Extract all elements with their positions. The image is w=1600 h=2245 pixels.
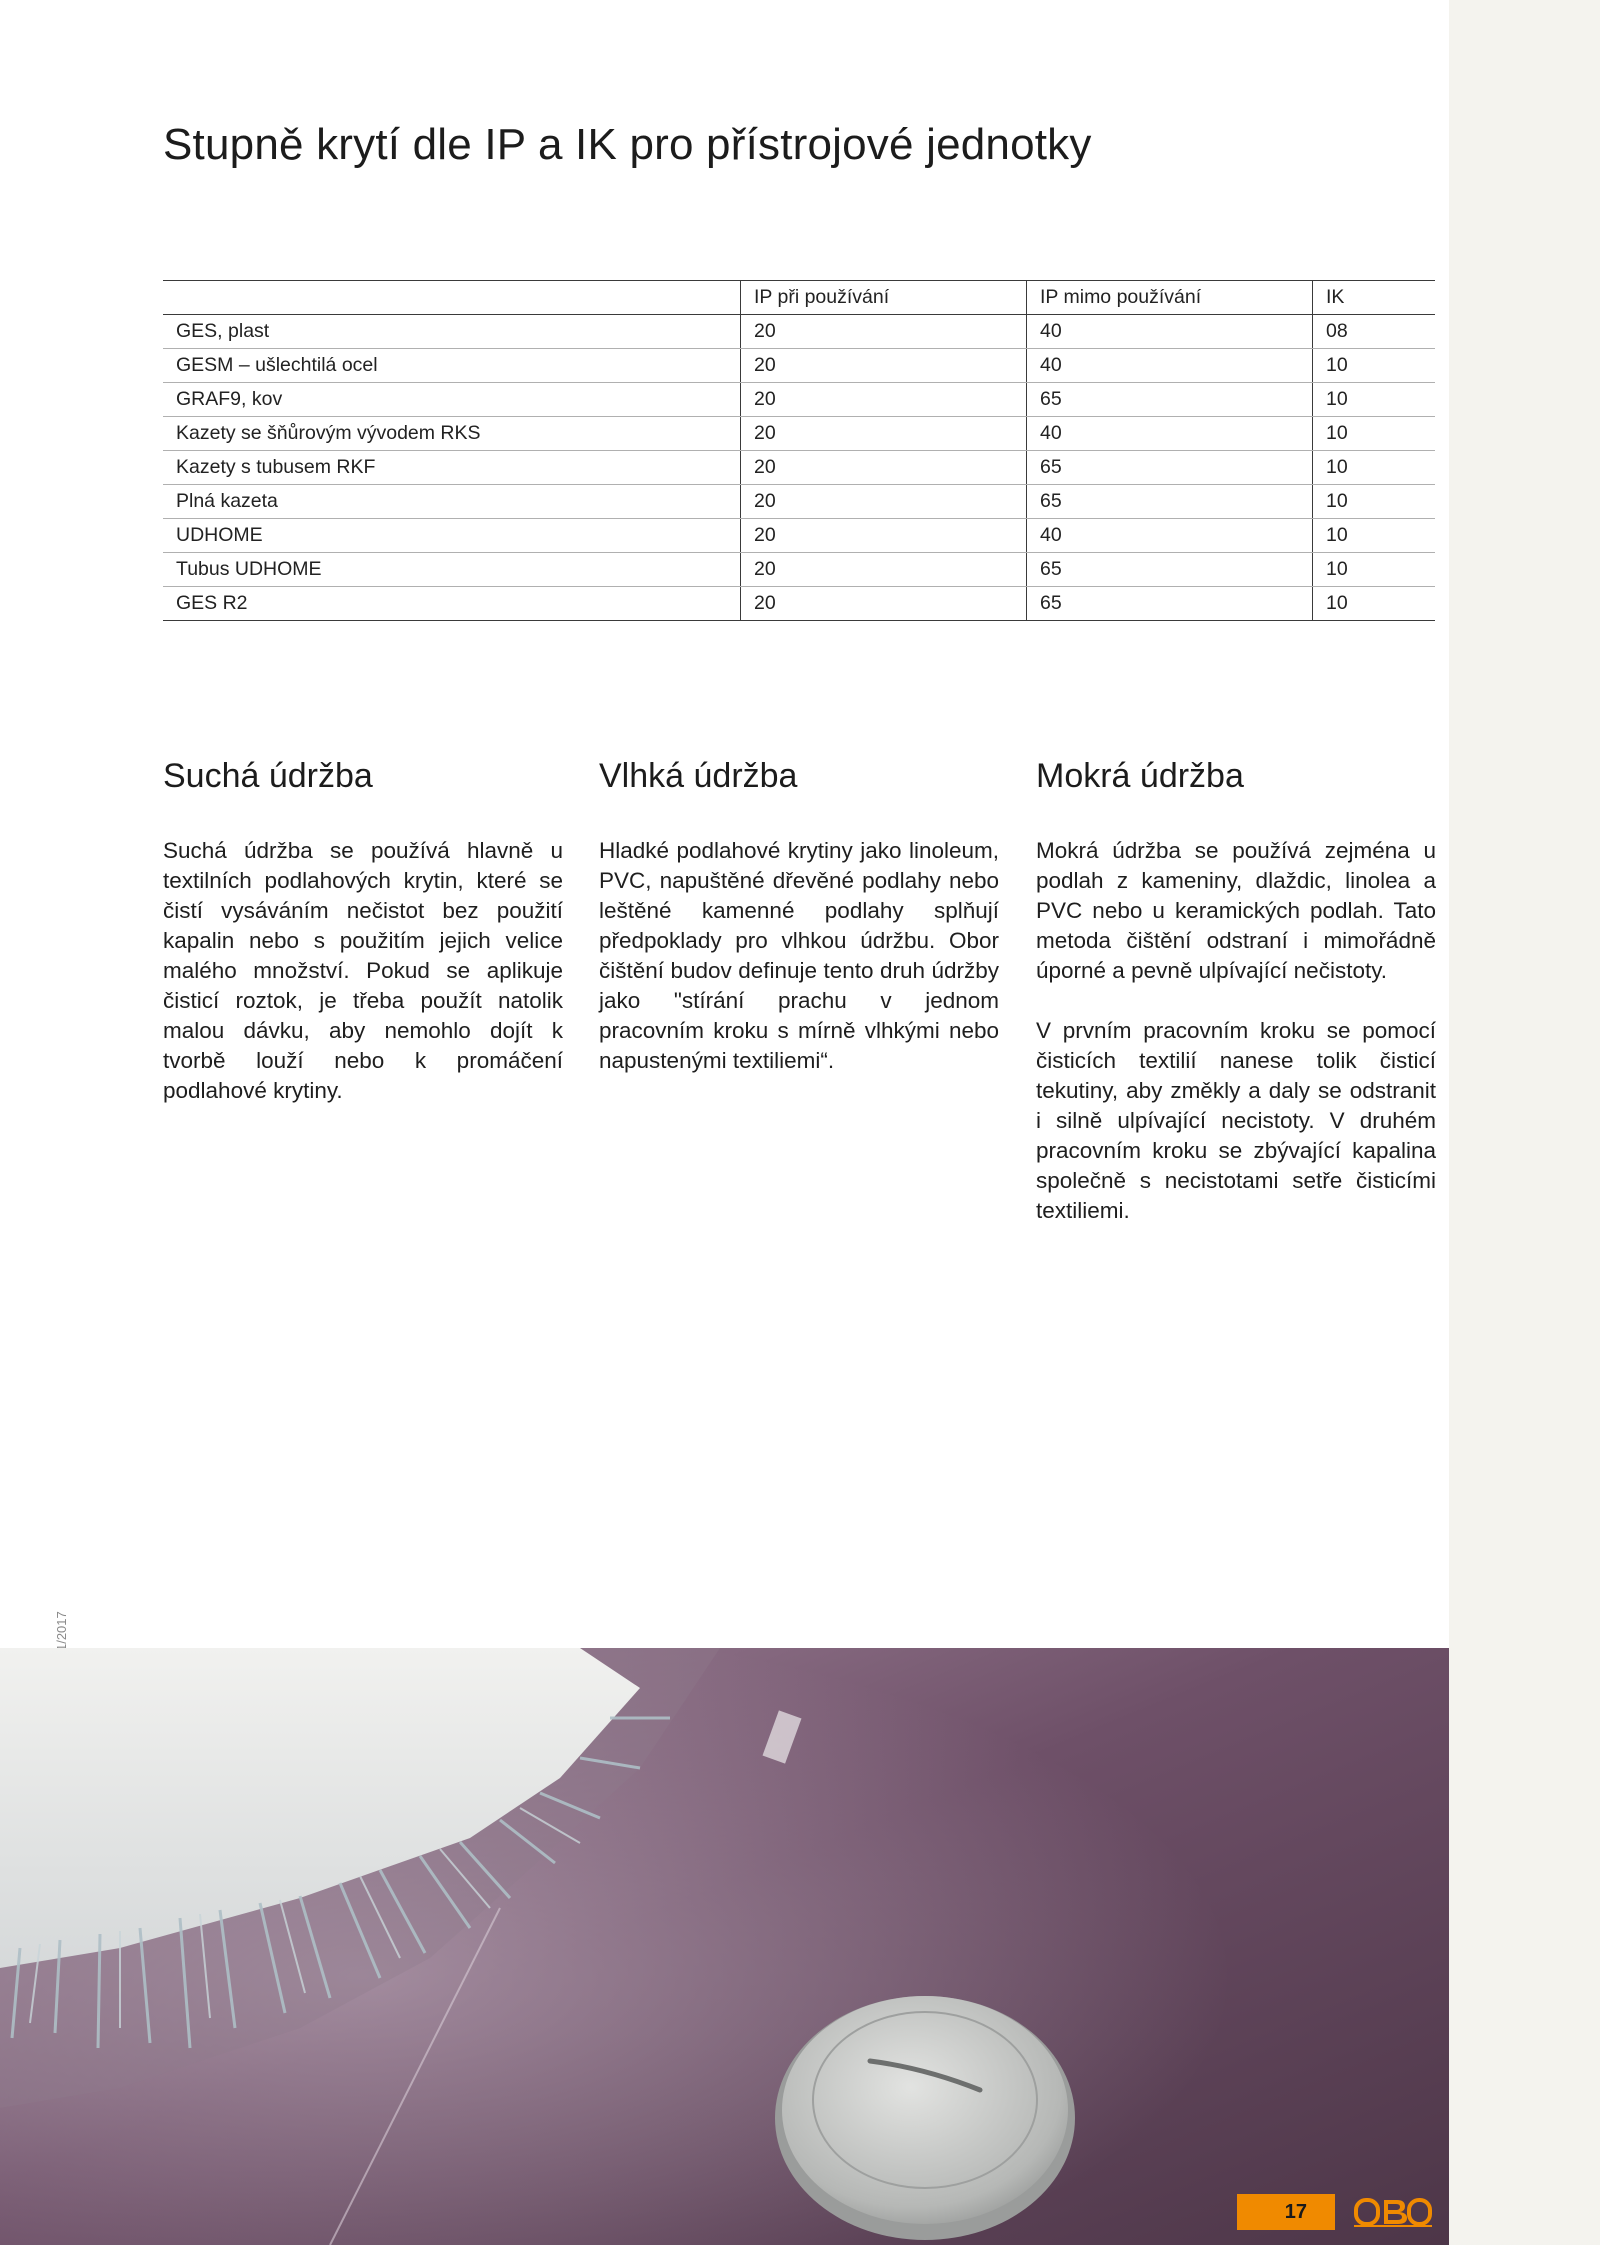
table-cell: Plná kazeta — [163, 485, 741, 519]
table-cell: 20 — [741, 315, 1027, 349]
table-row — [163, 315, 1435, 349]
section-paragraph: Hladké podlahové krytiny jako linoleum, PVC, napuštěné dřevěné podlahy nebo leštěné kamenné podlahy splňují předpoklady pro vlhkou údržbu. Obor čištění budov definuje tento druh údržby jako "stírání prachu v jednom pracovním kroku s mírně vlhkými nebo napustenými textiliemi“. — [599, 838, 999, 1073]
section-heading: Vlhká údržba — [599, 757, 798, 795]
table-cell: 08 — [1313, 315, 1436, 349]
table-row — [163, 485, 1435, 519]
table-header-cell — [163, 281, 741, 315]
dry-maintenance-section — [163, 756, 563, 1136]
table-row — [163, 349, 1435, 383]
table-cell: 65 — [1027, 383, 1313, 417]
table-header-cell: IP při používání — [741, 281, 1027, 315]
table-cell: UDHOME — [163, 519, 741, 553]
damp-maintenance-section — [599, 756, 999, 1106]
table-cell: 10 — [1313, 519, 1436, 553]
table-cell: GRAF9, kov — [163, 383, 741, 417]
ip-rating-table — [163, 280, 1435, 621]
page-title: Stupně krytí dle IP a IK pro přístrojové jednotky — [163, 120, 1092, 169]
section-heading: Mokrá údržba — [1036, 757, 1244, 795]
table-cell: Kazety s tubusem RKF — [163, 451, 741, 485]
table-cell: Kazety se šňůrovým vývodem RKS — [163, 417, 741, 451]
table-cell: 65 — [1027, 485, 1313, 519]
table-cell: 20 — [741, 451, 1027, 485]
table-cell: 20 — [741, 553, 1027, 587]
table-cell: 40 — [1027, 315, 1313, 349]
table-cell: 10 — [1313, 553, 1436, 587]
table-row — [163, 451, 1435, 485]
table-cell: 10 — [1313, 417, 1436, 451]
table-cell: 10 — [1313, 383, 1436, 417]
table-cell: 10 — [1313, 587, 1436, 621]
table-row — [163, 587, 1435, 621]
floor-mop-photo — [0, 1648, 1449, 2245]
side-strip — [1449, 0, 1600, 2245]
obo-logo — [1354, 2195, 1432, 2229]
table-row — [163, 553, 1435, 587]
table-cell: 10 — [1313, 485, 1436, 519]
table-cell: GES, plast — [163, 315, 741, 349]
section-paragraph: Mokrá údržba se používá zejména u podlah z kameniny, dlaždic, linolea a PVC nebo u keramických podlah. Tato metoda čištění odstraní i mimořádně úporné a pevně ulpívající nečistoty. — [1036, 838, 1436, 983]
table-cell: 65 — [1027, 587, 1313, 621]
table-header-cell: IP mimo používání — [1027, 281, 1313, 315]
table-cell: 20 — [741, 485, 1027, 519]
section-heading: Suchá údržba — [163, 757, 373, 795]
table-row — [163, 383, 1435, 417]
section-paragraph: Suchá údržba se používá hlavně u textilních podlahových krytin, které se čistí vysáváním nečistot bez použití kapalin nebo s použitím jejich velice malého množství. Pokud se aplikuje čisticí roztok, je třeba použít natolik malou dávku, aby nemohlo dojít k tvorbě louží nebo k promáčení podlahové krytiny. — [163, 838, 563, 1103]
table-cell: 10 — [1313, 451, 1436, 485]
table-cell: 65 — [1027, 553, 1313, 587]
table-cell: 40 — [1027, 519, 1313, 553]
table-cell: 65 — [1027, 451, 1313, 485]
floor-outlet-lid — [782, 1996, 1068, 2224]
table-cell: 20 — [741, 587, 1027, 621]
table-cell: GES R2 — [163, 587, 741, 621]
table-cell: 40 — [1027, 349, 1313, 383]
table-cell: 20 — [741, 417, 1027, 451]
table-cell: 20 — [741, 349, 1027, 383]
table-cell: 10 — [1313, 349, 1436, 383]
table-cell: GESM – ušlechtilá ocel — [163, 349, 741, 383]
wet-maintenance-section — [1036, 756, 1436, 1256]
table-header-cell: IK — [1313, 281, 1436, 315]
table-cell: Tubus UDHOME — [163, 553, 741, 587]
table-row — [163, 519, 1435, 553]
page-number: 17 — [1237, 2194, 1335, 2230]
table-cell: 40 — [1027, 417, 1313, 451]
table-cell: 20 — [741, 383, 1027, 417]
section-paragraph: V prvním pracovním kroku se pomocí čisticích textilií nanese tolik čisticí tekutiny, aby změkly a daly se odstranit i silně ulpívající necistoty. V druhém pracovním kroku se zbývající kapalina společně s necistotami setře čisticími textiliemi. — [1036, 1018, 1436, 1223]
table-header-row — [163, 281, 1435, 315]
table-row — [163, 417, 1435, 451]
table-cell: 20 — [741, 519, 1027, 553]
